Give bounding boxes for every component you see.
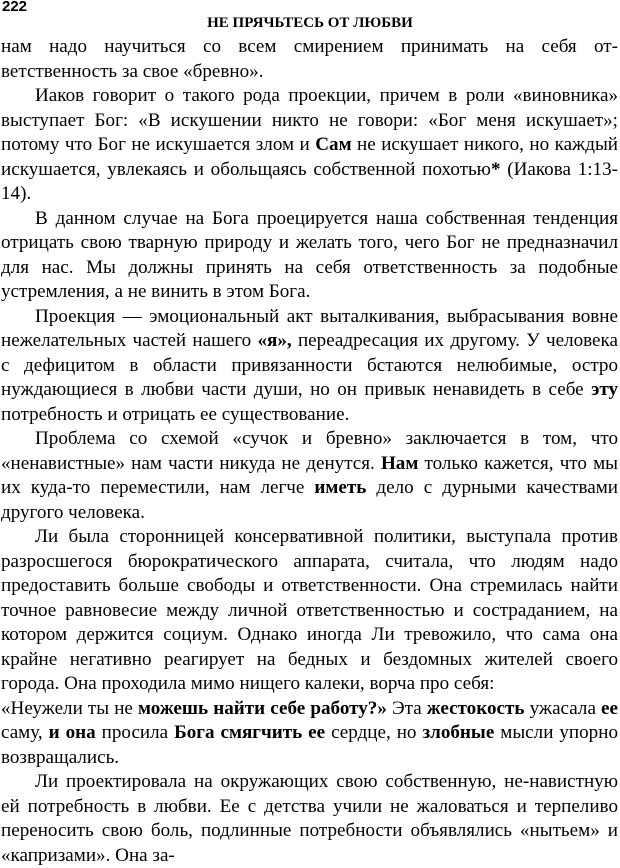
paragraph (1, 770, 618, 868)
text-run: мысли упорно возвращались. (1, 722, 618, 768)
paragraph (1, 697, 618, 771)
text-run: саму, (1, 722, 49, 743)
text-run: только кажется, что мы их куда-то переместили, нам легче (1, 452, 618, 498)
text-run: Ли проектировала на окружающих свою собственную, не-навистную ей потребность в любви. Ее с детства учили не жаловаться и терпеливо переносить свою боль, подлинные потребности объявлялись «нытьем» и «капризами». Она за- (1, 771, 618, 866)
paragraph (1, 305, 618, 428)
text-run: ужасала (524, 697, 602, 719)
text-run: В данном случае на Бога проецируется наша собственная тенденция отрицать свою тварную природу и желать того, чего Бог не предназначил для нас. Мы должны принять на себя ответственность за подобные устремления, а не винить в этом Бога. (1, 207, 618, 302)
text-run: переадресация их другому. У человека с дефицитом в области привязанности бстаются нелюбимые, остро нуждающиеся в любви части души, но он привык ненавидеть в себе (1, 330, 618, 400)
text-run: сердце, но (325, 722, 423, 743)
text-run: дело с дурными качествами другого человека. (1, 477, 618, 523)
text-run: Проекция — эмоциональный акт выталкивания, выбрасывания вовне нежелательных частей нашего (1, 305, 618, 351)
text-run: «Неужели ты не (1, 697, 139, 719)
bold-run: эту (591, 379, 618, 400)
paragraph (1, 35, 618, 84)
paragraph (1, 84, 618, 207)
text-run: Иаков говорит о такого рода проекции, причем в роли «виновника» выступает Бог: «В искушении никто не говори: «Бог меня искушает»; потому что Бог не искушается злом и (1, 85, 618, 155)
bold-run: * (490, 158, 501, 180)
text-run: не искушает никого, но каждый искушается, увлекаясь и обольщаясь собственной похотью (1, 134, 618, 180)
bold-run: жестокость (426, 697, 525, 719)
bold-run: Нам (380, 452, 419, 474)
text-run: потребность и отрицать ее существование. (1, 403, 350, 425)
bold-run: ее (601, 697, 618, 719)
paragraph (1, 427, 618, 525)
bold-run: Сам (315, 134, 352, 155)
page-number: 222 (2, 0, 28, 15)
bold-run: иметь (314, 477, 367, 498)
bold-run: и она (48, 722, 96, 743)
text-run: нам надо научиться со всем смирением принимать на себя от-ветственность за свое «бревно». (1, 36, 618, 82)
running-head: НЕ ПРЯЧЬТЕСЬ ОТ ЛЮБВИ (207, 15, 413, 31)
text-run: Эта (386, 697, 427, 719)
text-run: (Иакова 1:13-14). (1, 158, 618, 204)
bold-run: «я», (257, 330, 292, 351)
text-run: просила (95, 722, 175, 743)
bold-run: злобные (422, 722, 495, 743)
body-text (1, 35, 618, 868)
bold-run: Бога смягчить ее (174, 722, 326, 743)
paragraph (1, 207, 618, 305)
text-run: Ли была сторонницей консервативной политики, выступала против разросшегося бюрократического аппарата, считала, что людям надо предоставить больше свободы и ответственности. Она стремилась найти точное равновесие между личной ответственностью и состраданием, на котором держится социум. Однако иногда Ли тревожило, что сама она крайне негативно реагирует на бедных и бездомных жителей своего города. Она проходила мимо нищего калеки, ворча про себя: (1, 526, 618, 694)
paragraph (1, 525, 618, 697)
bold-run: можешь найти себе работу?» (138, 697, 387, 719)
text-run: Проблема со схемой «сучок и бревно» заключается в том, что «ненавистные» нам части никуда не денутся. (1, 428, 618, 474)
